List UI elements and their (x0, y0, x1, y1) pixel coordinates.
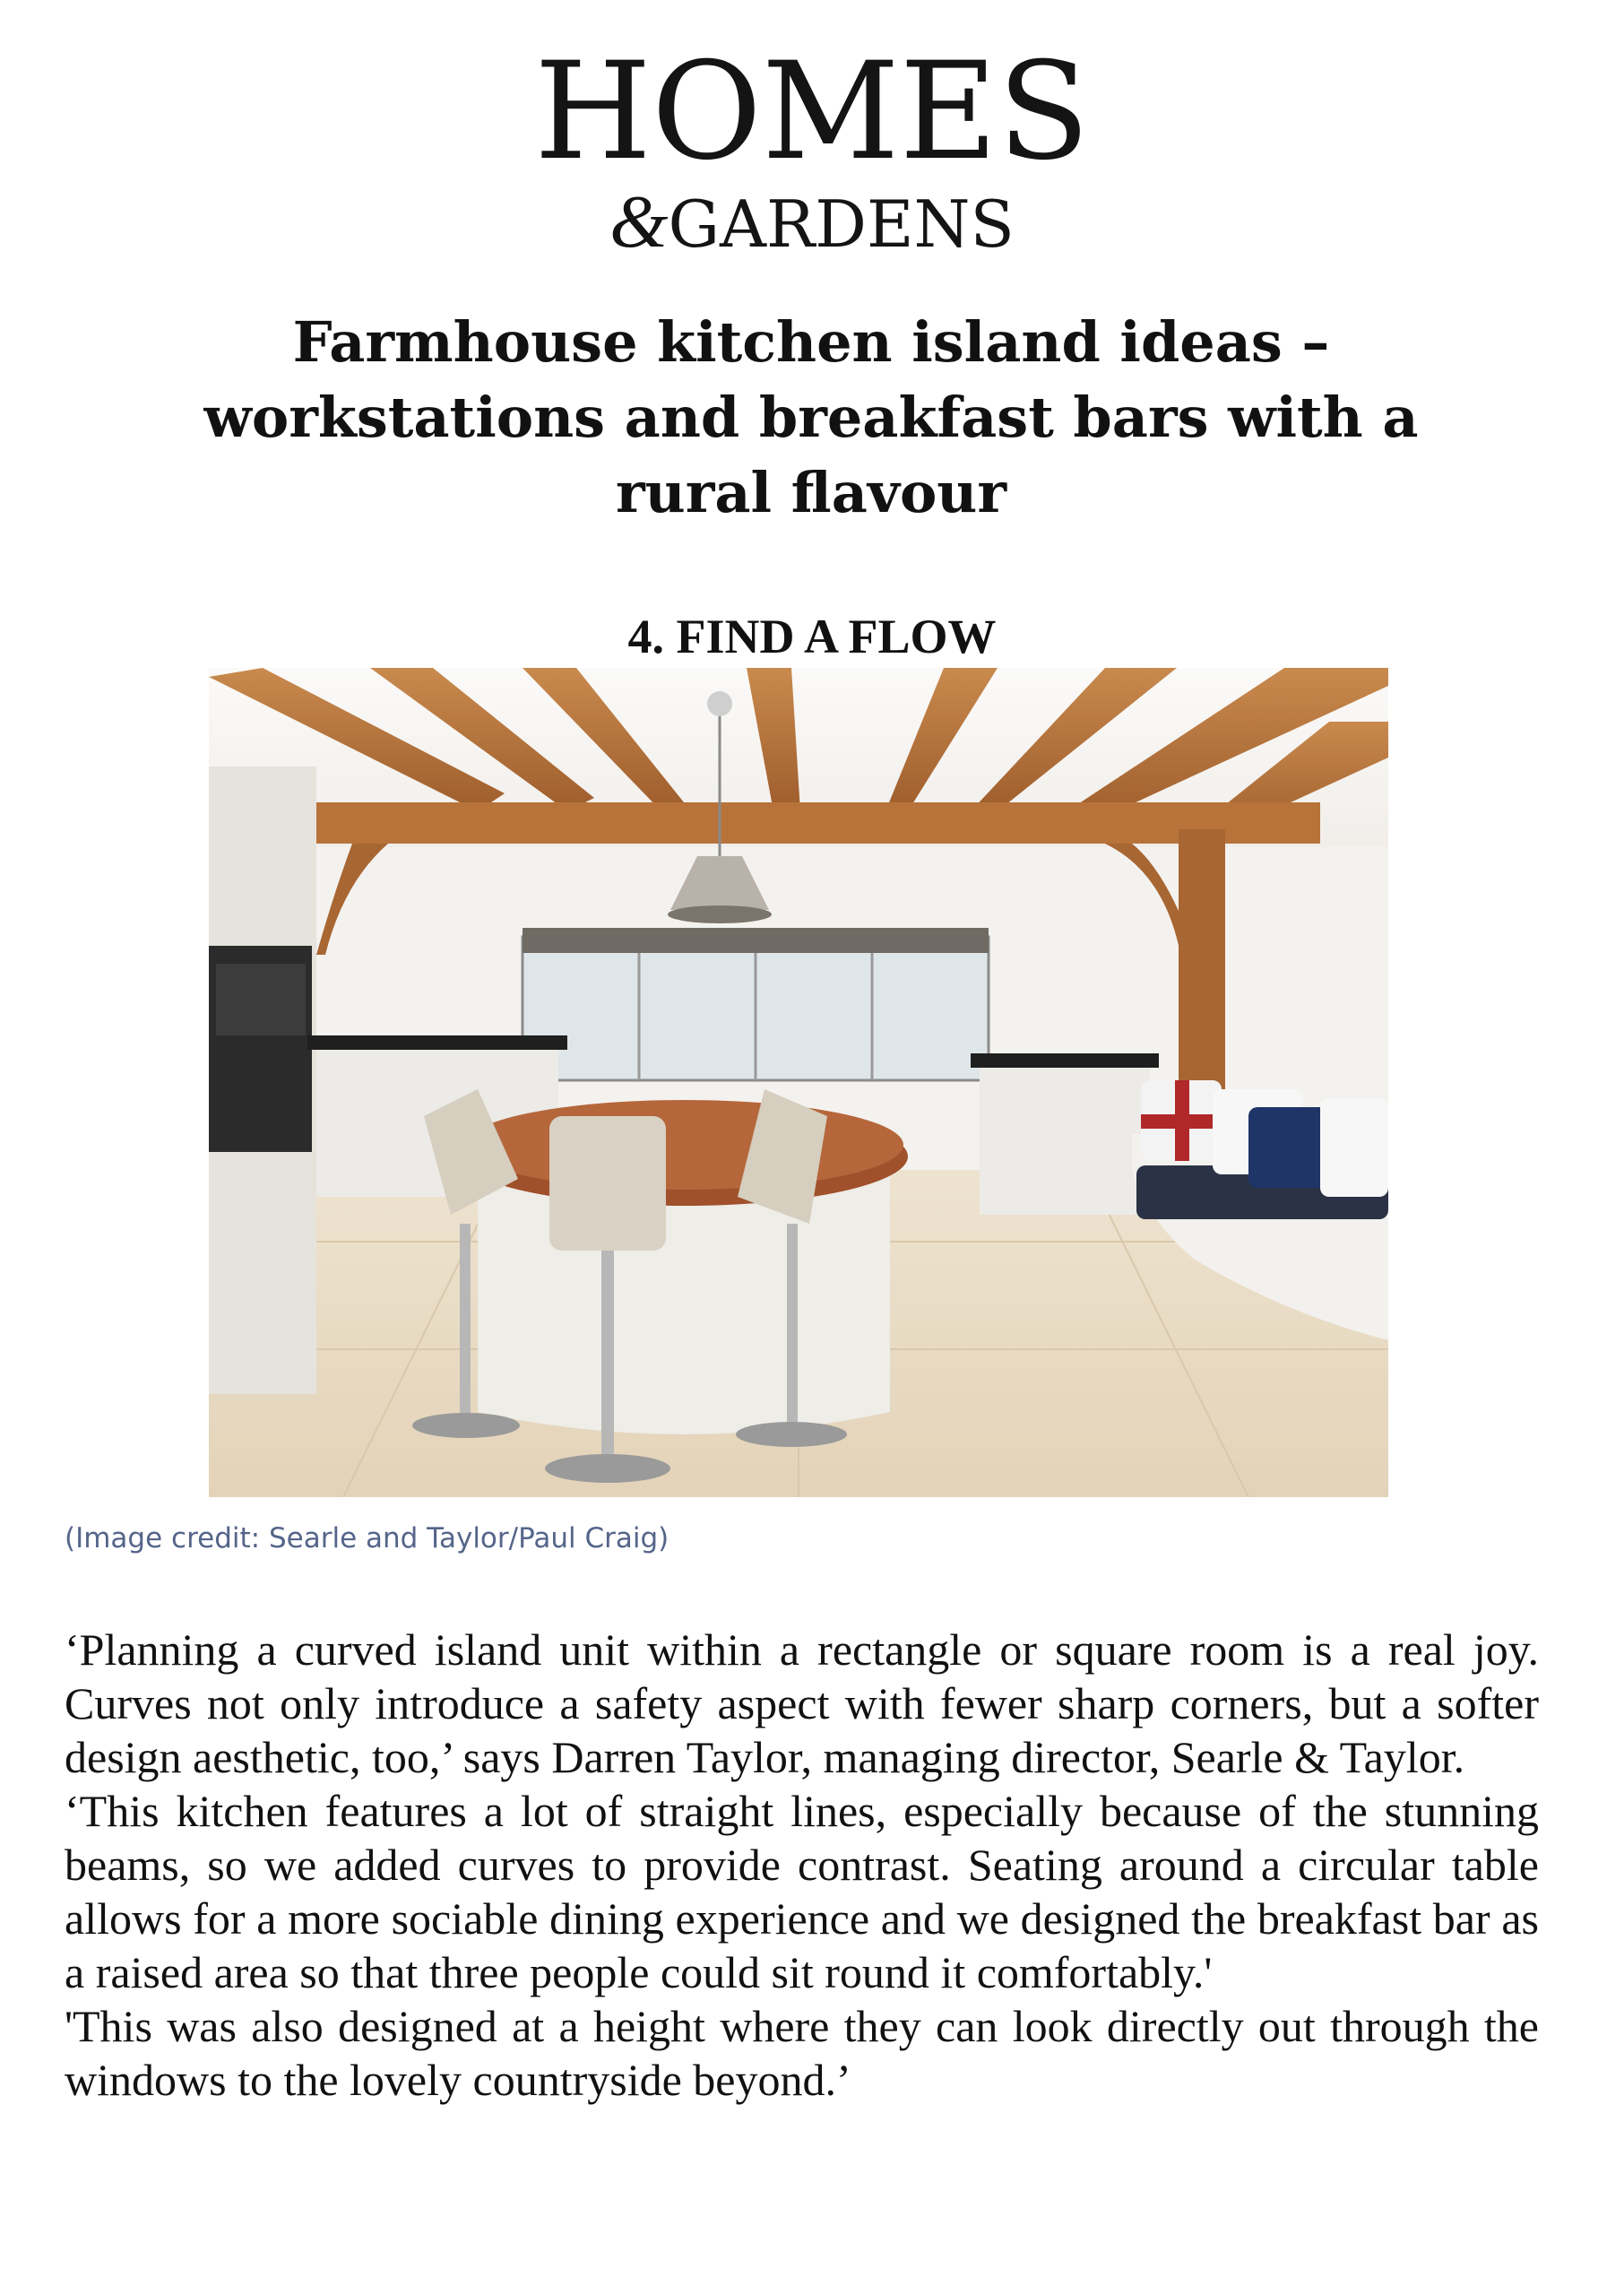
image-credit: (Image credit: Searle and Taylor/Paul Craig) (65, 1522, 669, 1555)
kitchen-photo (209, 668, 1388, 1497)
masthead-gardens (0, 180, 1624, 264)
right-worktop (971, 1053, 1159, 1068)
section-heading: 4. FIND A FLOW (627, 610, 997, 663)
blind (523, 928, 989, 953)
left-worktop (307, 1035, 567, 1050)
main-beam (316, 802, 1320, 844)
masthead-homes: HOMES (534, 34, 1090, 190)
cushion-white-2 (1320, 1098, 1388, 1197)
paragraph: ‘This kitchen features a lot of straight lines, especially because of the stunning beams, so we added curves to provide contrast. Seating around a circular table allows for a more sociable dining experience and we designed the breakfast bar as a raised area so that three people could sit round it comfortably.' (65, 1786, 1539, 1997)
article-headline: Farmhouse kitchen island ideas – workstations and breakfast bars with a rural flavour (203, 309, 1419, 525)
paragraph: 'This was also designed at a height where they can look directly out through the windows to the lovely countryside beyond.’ (65, 2001, 1539, 2105)
right-cabinet-run (980, 1062, 1150, 1215)
masthead-gardens-word: GARDENS (668, 186, 1015, 262)
masthead-ampersand: & (609, 180, 669, 264)
paragraph: ‘Planning a curved island unit within a rectangle or square room is a real joy. Curves not only introduce a safety aspect with fewer sharp corners, but a softer design aesthetic, too,’ says Darren Taylor, managing director, Searle & Taylor. (65, 1624, 1539, 1782)
island-base (478, 1170, 890, 1434)
article-body (65, 1623, 1539, 2107)
